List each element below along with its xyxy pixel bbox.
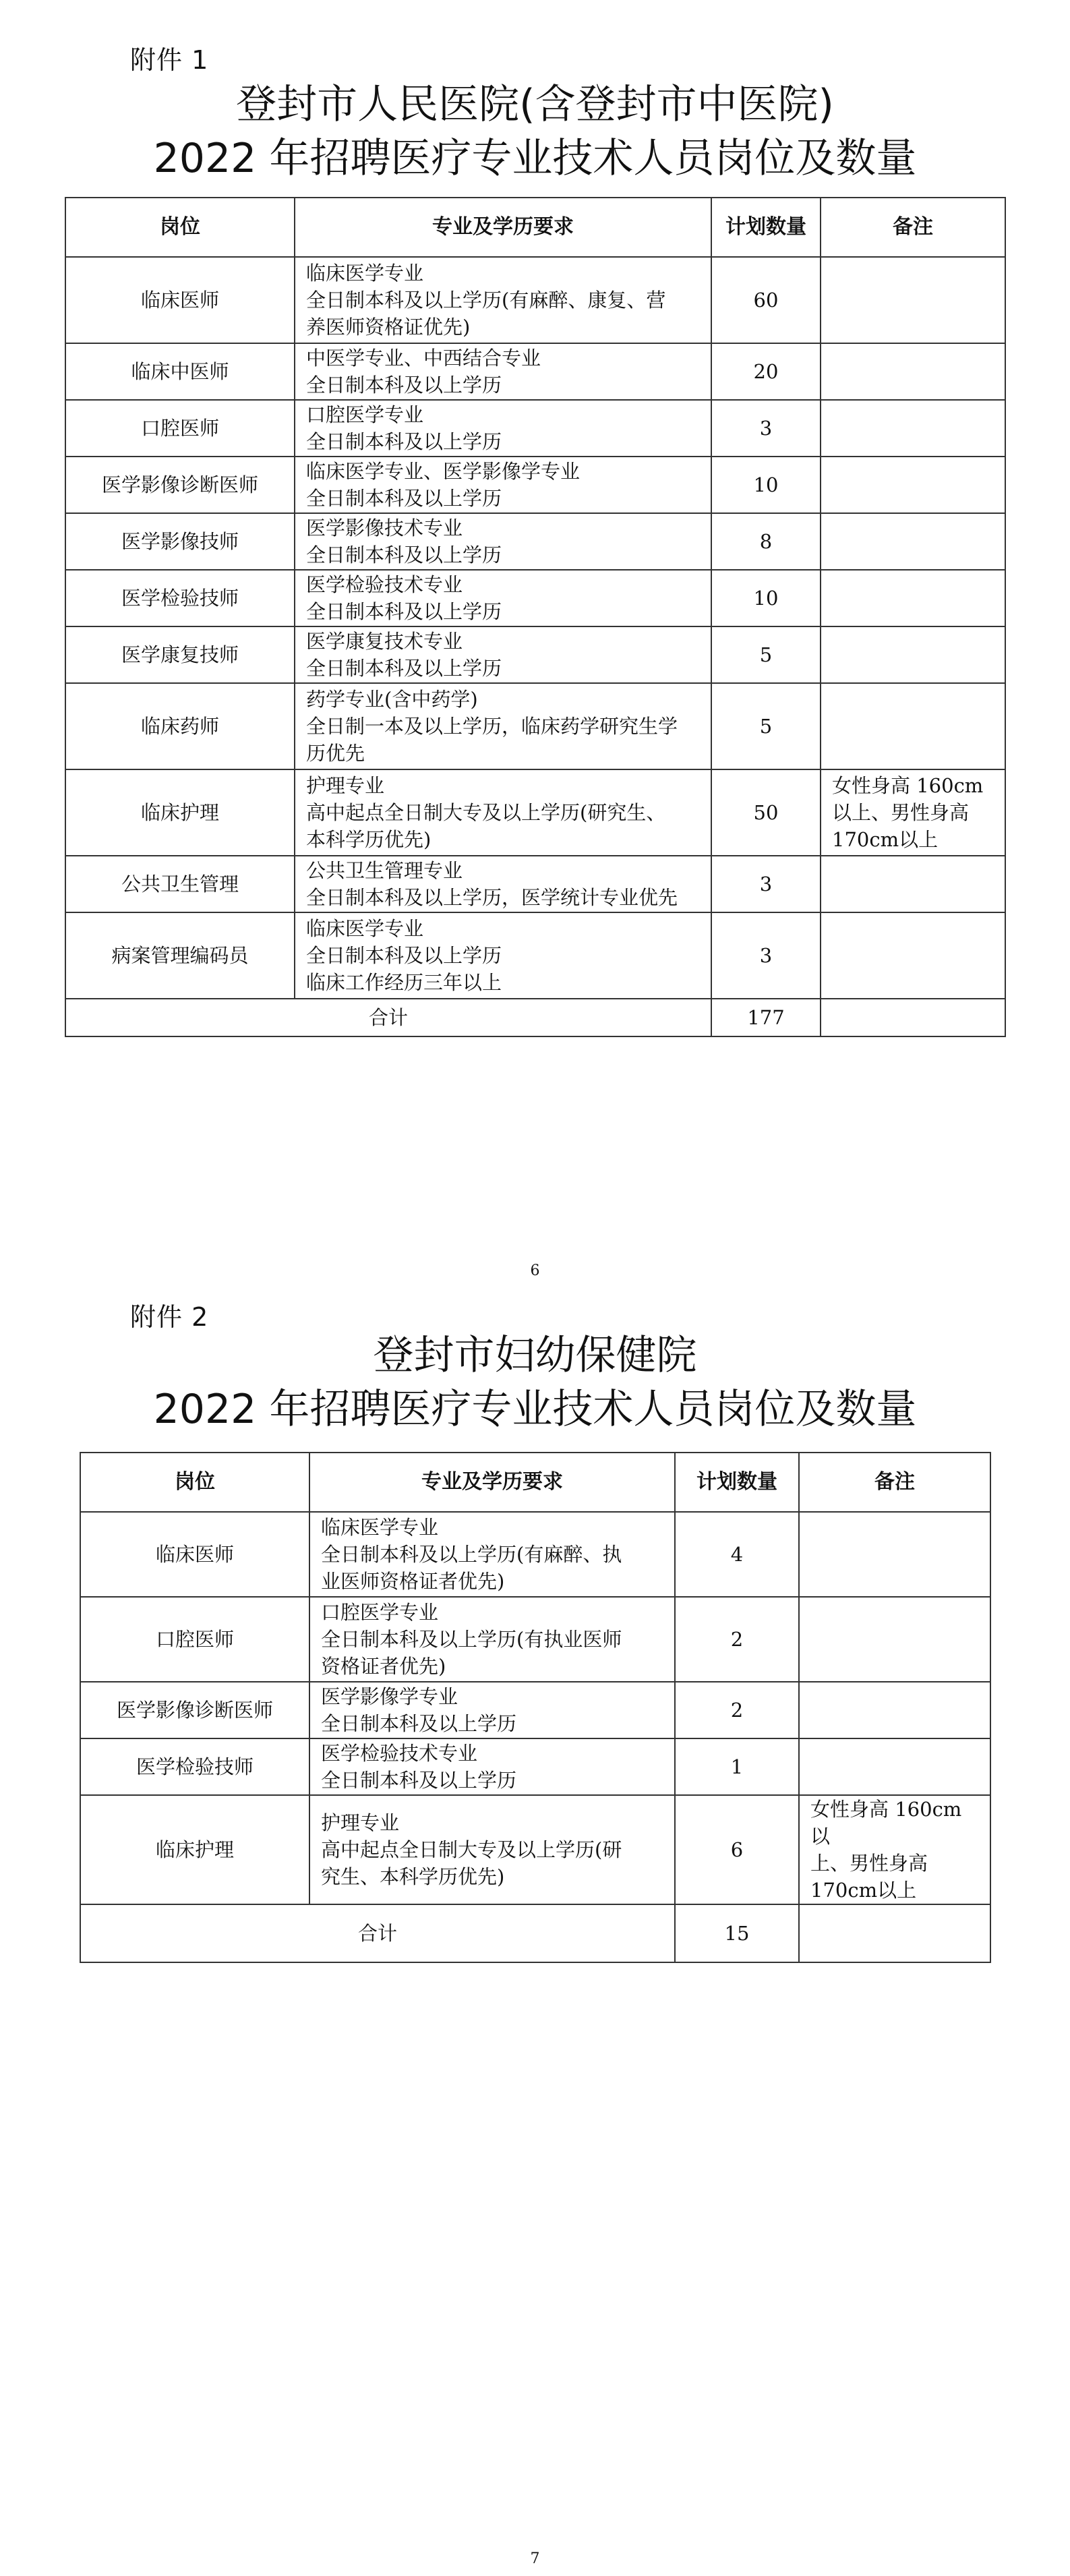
requirement-line: 全日制本科及以上学历 bbox=[321, 1769, 517, 1792]
note-cell bbox=[821, 257, 1005, 343]
note-cell bbox=[821, 856, 1005, 912]
note-cell bbox=[799, 1597, 990, 1682]
position-cell: 病案管理编码员 bbox=[65, 912, 295, 999]
total-count: 177 bbox=[711, 999, 821, 1036]
requirement-line: 医学影像技术专业 bbox=[306, 517, 463, 539]
requirement-line: 全日制一本及以上学历，临床药学研究生学 bbox=[306, 715, 678, 738]
requirement-cell bbox=[295, 343, 711, 400]
requirement-line: 药学专业(含中药学) bbox=[306, 688, 478, 711]
count-cell: 2 bbox=[675, 1682, 799, 1738]
requirement-line: 临床医学专业 bbox=[306, 917, 424, 940]
table-row bbox=[80, 1512, 990, 1597]
requirement-line: 高中起点全日制大专及以上学历(研究生、 bbox=[306, 801, 666, 824]
requirement-line: 全日制本科及以上学历(有麻醉、康复、营 bbox=[306, 289, 666, 312]
requirement-line: 究生、本科学历优先) bbox=[321, 1865, 505, 1888]
requirement-line: 全日制本科及以上学历 bbox=[306, 487, 502, 510]
header-requirement: 专业及学历要求 bbox=[309, 1453, 675, 1512]
table-row bbox=[65, 400, 1005, 457]
requirement-line: 护理专业 bbox=[321, 1811, 400, 1834]
requirement-line: 全日制本科及以上学历 bbox=[306, 430, 502, 453]
table-row bbox=[65, 457, 1005, 513]
total-note bbox=[799, 1904, 990, 1962]
note-line: 以上、男性身高 bbox=[832, 801, 970, 824]
page-number: 7 bbox=[530, 2550, 540, 2567]
requirement-line: 临床医学专业 bbox=[306, 262, 424, 285]
requirement-line: 本科学历优先) bbox=[306, 828, 432, 851]
table-row bbox=[65, 257, 1005, 343]
table-header-row bbox=[65, 198, 1005, 257]
total-row bbox=[80, 1904, 990, 1962]
requirement-line: 护理专业 bbox=[306, 774, 385, 797]
requirement-line: 历优先 bbox=[306, 742, 365, 765]
note-cell bbox=[821, 626, 1005, 683]
table-row bbox=[65, 683, 1005, 769]
position-cell: 医学康复技师 bbox=[65, 626, 295, 683]
total-row bbox=[65, 999, 1005, 1036]
note-cell bbox=[821, 769, 1005, 856]
positions-table bbox=[80, 1452, 991, 1963]
note-cell bbox=[821, 513, 1005, 570]
position-cell: 公共卫生管理 bbox=[65, 856, 295, 912]
header-note: 备注 bbox=[821, 198, 1005, 257]
table-row bbox=[80, 1795, 990, 1904]
count-cell: 10 bbox=[711, 457, 821, 513]
requirement-line: 临床工作经历三年以上 bbox=[306, 971, 502, 994]
requirement-cell bbox=[295, 400, 711, 457]
requirement-line: 业医师资格证者优先) bbox=[321, 1570, 505, 1593]
requirement-line: 医学检验技术专业 bbox=[306, 573, 463, 596]
requirement-line: 全日制本科及以上学历 bbox=[306, 944, 502, 967]
note-cell bbox=[821, 570, 1005, 626]
header-count: 计划数量 bbox=[711, 198, 821, 257]
count-cell: 8 bbox=[711, 513, 821, 570]
position-cell: 临床医师 bbox=[80, 1512, 309, 1597]
requirement-line: 公共卫生管理专业 bbox=[306, 859, 463, 882]
total-label: 合计 bbox=[65, 999, 711, 1036]
requirement-line: 全日制本科及以上学历(有麻醉、执 bbox=[321, 1543, 622, 1566]
table-row bbox=[65, 570, 1005, 626]
requirement-line: 医学康复技术专业 bbox=[306, 630, 463, 653]
document-subtitle: 2022 年招聘医疗专业技术人员岗位及数量 bbox=[153, 135, 917, 182]
requirement-line: 医学检验技术专业 bbox=[321, 1742, 478, 1765]
requirement-cell bbox=[295, 570, 711, 626]
requirement-line: 全日制本科及以上学历，医学统计专业优先 bbox=[306, 886, 678, 909]
requirement-cell bbox=[295, 257, 711, 343]
note-cell bbox=[821, 343, 1005, 400]
count-cell: 3 bbox=[711, 856, 821, 912]
requirement-line: 全日制本科及以上学历 bbox=[306, 374, 502, 397]
table-row bbox=[80, 1738, 990, 1795]
positions-table bbox=[65, 197, 1006, 1037]
position-cell: 医学影像诊断医师 bbox=[65, 457, 295, 513]
position-cell: 临床医师 bbox=[65, 257, 295, 343]
position-cell: 医学检验技师 bbox=[80, 1738, 309, 1795]
requirement-cell bbox=[295, 513, 711, 570]
table-row bbox=[80, 1597, 990, 1682]
requirement-cell bbox=[295, 912, 711, 999]
table-row bbox=[65, 513, 1005, 570]
requirement-line: 临床医学专业 bbox=[321, 1516, 439, 1539]
requirement-line: 医学影像学专业 bbox=[321, 1685, 458, 1708]
requirement-cell bbox=[295, 769, 711, 856]
document-title: 登封市人民医院(含登封市中医院) bbox=[236, 81, 834, 128]
note-cell bbox=[821, 912, 1005, 999]
count-cell: 5 bbox=[711, 683, 821, 769]
table-row bbox=[80, 1682, 990, 1738]
table-row bbox=[65, 912, 1005, 999]
total-label: 合计 bbox=[80, 1904, 675, 1962]
header-requirement: 专业及学历要求 bbox=[295, 198, 711, 257]
count-cell: 3 bbox=[711, 400, 821, 457]
requirement-line: 全日制本科及以上学历(有执业医师 bbox=[321, 1628, 622, 1651]
requirement-line: 全日制本科及以上学历 bbox=[321, 1712, 517, 1735]
document-title: 登封市妇幼保健院 bbox=[373, 1332, 697, 1379]
note-line: 170cm以上 bbox=[810, 1879, 917, 1902]
note-cell bbox=[799, 1795, 990, 1904]
header-count: 计划数量 bbox=[675, 1453, 799, 1512]
requirement-line: 高中起点全日制大专及以上学历(研 bbox=[321, 1838, 622, 1861]
table-row bbox=[65, 343, 1005, 400]
position-cell: 临床护理 bbox=[65, 769, 295, 856]
requirement-line: 中医学专业、中西结合专业 bbox=[306, 347, 541, 370]
requirement-line: 全日制本科及以上学历 bbox=[306, 544, 502, 566]
requirement-line: 口腔医学专业 bbox=[321, 1601, 439, 1624]
header-position: 岗位 bbox=[80, 1453, 309, 1512]
requirement-cell bbox=[295, 457, 711, 513]
header-note: 备注 bbox=[799, 1453, 990, 1512]
position-cell: 临床药师 bbox=[65, 683, 295, 769]
requirement-cell bbox=[309, 1738, 675, 1795]
table-row bbox=[65, 769, 1005, 856]
requirement-line: 临床医学专业、医学影像学专业 bbox=[306, 460, 581, 483]
note-line: 女性身高 160cm bbox=[832, 774, 984, 797]
requirement-cell bbox=[295, 626, 711, 683]
note-cell bbox=[821, 457, 1005, 513]
count-cell: 6 bbox=[675, 1795, 799, 1904]
note-cell bbox=[821, 400, 1005, 457]
position-cell: 医学检验技师 bbox=[65, 570, 295, 626]
table-header-row bbox=[80, 1453, 990, 1512]
count-cell: 5 bbox=[711, 626, 821, 683]
requirement-cell bbox=[309, 1682, 675, 1738]
requirement-cell bbox=[309, 1597, 675, 1682]
table-row bbox=[65, 626, 1005, 683]
count-cell: 20 bbox=[711, 343, 821, 400]
note-cell bbox=[799, 1738, 990, 1795]
requirement-line: 养医师资格证优先) bbox=[306, 316, 471, 339]
page-2 bbox=[0, 1288, 1070, 2576]
note-cell bbox=[821, 683, 1005, 769]
position-cell: 临床中医师 bbox=[65, 343, 295, 400]
requirement-cell bbox=[295, 683, 711, 769]
requirement-cell bbox=[295, 856, 711, 912]
note-cell bbox=[799, 1512, 990, 1597]
count-cell: 4 bbox=[675, 1512, 799, 1597]
count-cell: 50 bbox=[711, 769, 821, 856]
position-cell: 口腔医师 bbox=[80, 1597, 309, 1682]
position-cell: 临床护理 bbox=[80, 1795, 309, 1904]
page-number: 6 bbox=[530, 1262, 540, 1279]
requirement-line: 全日制本科及以上学历 bbox=[306, 600, 502, 623]
note-line: 上、男性身高 bbox=[810, 1852, 928, 1875]
total-count: 15 bbox=[675, 1904, 799, 1962]
attachment-label: 附件 1 bbox=[130, 45, 209, 75]
header-position: 岗位 bbox=[65, 198, 295, 257]
note-line: 170cm以上 bbox=[832, 828, 939, 851]
position-cell: 医学影像诊断医师 bbox=[80, 1682, 309, 1738]
requirement-line: 全日制本科及以上学历 bbox=[306, 657, 502, 680]
position-cell: 医学影像技师 bbox=[65, 513, 295, 570]
note-cell bbox=[799, 1682, 990, 1738]
count-cell: 1 bbox=[675, 1738, 799, 1795]
total-note bbox=[821, 999, 1005, 1036]
requirement-line: 口腔医学专业 bbox=[306, 403, 424, 426]
count-cell: 10 bbox=[711, 570, 821, 626]
table-row bbox=[65, 856, 1005, 912]
count-cell: 60 bbox=[711, 257, 821, 343]
requirement-cell bbox=[309, 1512, 675, 1597]
count-cell: 3 bbox=[711, 912, 821, 999]
document-subtitle: 2022 年招聘医疗专业技术人员岗位及数量 bbox=[153, 1386, 917, 1433]
note-line: 女性身高 160cm 以 bbox=[810, 1798, 962, 1848]
count-cell: 2 bbox=[675, 1597, 799, 1682]
requirement-cell bbox=[309, 1795, 675, 1904]
attachment-label: 附件 2 bbox=[130, 1302, 209, 1332]
requirement-line: 资格证者优先) bbox=[321, 1655, 446, 1678]
position-cell: 口腔医师 bbox=[65, 400, 295, 457]
